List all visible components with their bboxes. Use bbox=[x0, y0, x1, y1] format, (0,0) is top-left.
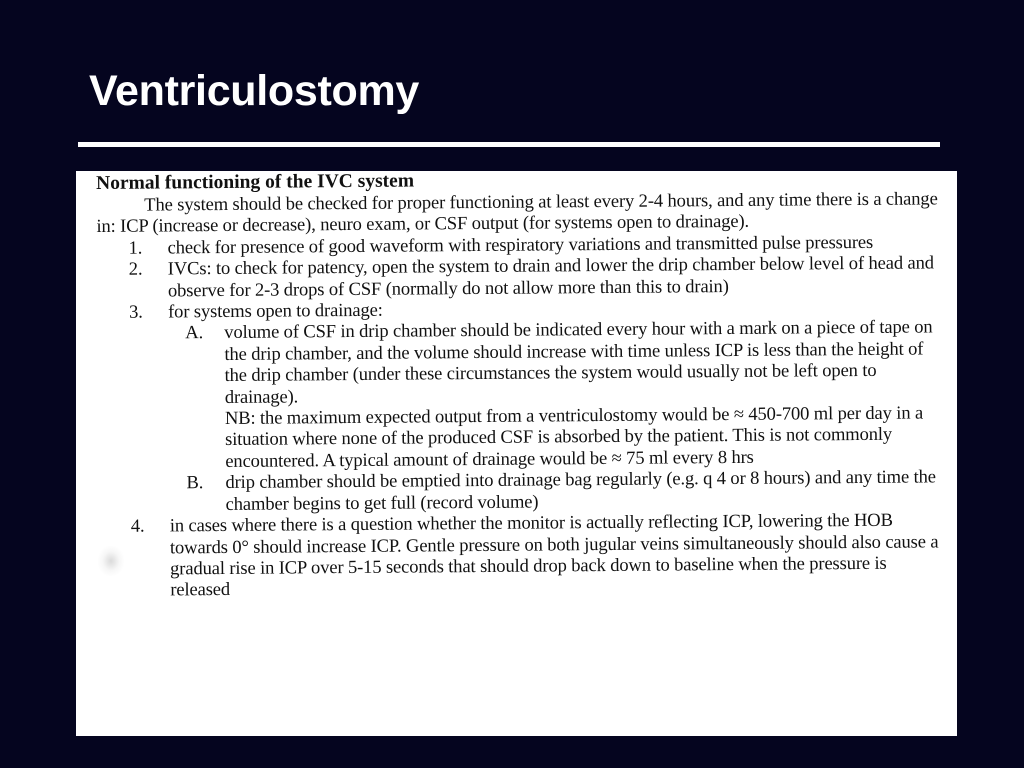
list-item-text: in cases where there is a question whether the monitor is actually reflecting ICP, lowering the HOB towards 0° should increase ICP. Gentle pressure on both jugular veins simultaneously should also cause a gradual rise in ICP over 5-15 seconds that should drop back down to baseline when the pressure is released bbox=[169, 509, 939, 601]
list-item-2 bbox=[97, 253, 947, 302]
list-number: 2. bbox=[128, 258, 143, 280]
scanned-document bbox=[76, 171, 957, 736]
sub-item-letter: B. bbox=[186, 472, 204, 494]
sub-item-text: drip chamber should be emptied into drainage bag regularly (e.g. q 4 or 8 hours) and any time the chamber begins to get full (record volume) bbox=[225, 466, 936, 515]
sub-item-letter: A. bbox=[185, 322, 204, 344]
list-number: 4. bbox=[130, 515, 145, 537]
sub-item-b bbox=[98, 467, 948, 516]
list-item-text: IVCs: to check for patency, open the system to drain and lower the drip chamber below level of head and observe for 2-3 drops of CSF (normally do not allow more than this to drain) bbox=[167, 252, 934, 302]
sub-item-a-note: NB: the maximum expected output from a ventriculostomy would be ≈ 450-700 ml per day in a situation where none of the produced CSF is absorbed by the patient. This is not commonly encountered. A typical amount of drainage would be ≈ 75 ml every 8 hrs bbox=[224, 402, 924, 472]
list-item-text: check for presence of good waveform with respiratory variations and transmitted pulse pressures bbox=[167, 231, 874, 259]
sub-item-text: volume of CSF in drip chamber should be indicated every hour with a mark on a piece of tape on the drip chamber, and the volume should increase with time unless ICP is less than the height of the drip chamber (under these circumstances the system would usually not be left open to drainage). bbox=[224, 316, 933, 408]
list-number: 1. bbox=[128, 237, 143, 259]
list-item-4 bbox=[99, 509, 950, 601]
list-item-text: for systems open to drainage: bbox=[168, 299, 383, 323]
document-heading: Normal functioning of the IVC system bbox=[96, 171, 415, 194]
sub-item-a bbox=[97, 317, 948, 409]
document-intro: The system should be checked for proper functioning at least every 2-4 hours, and any time there is a change in: ICP (increase or decrease), neuro exam, or CSF output (for systems open to drainage). bbox=[96, 188, 938, 238]
list-number: 3. bbox=[129, 301, 143, 323]
slide-title: Ventriculostomy bbox=[89, 67, 420, 115]
title-underline bbox=[78, 142, 940, 147]
document-body bbox=[96, 171, 949, 602]
